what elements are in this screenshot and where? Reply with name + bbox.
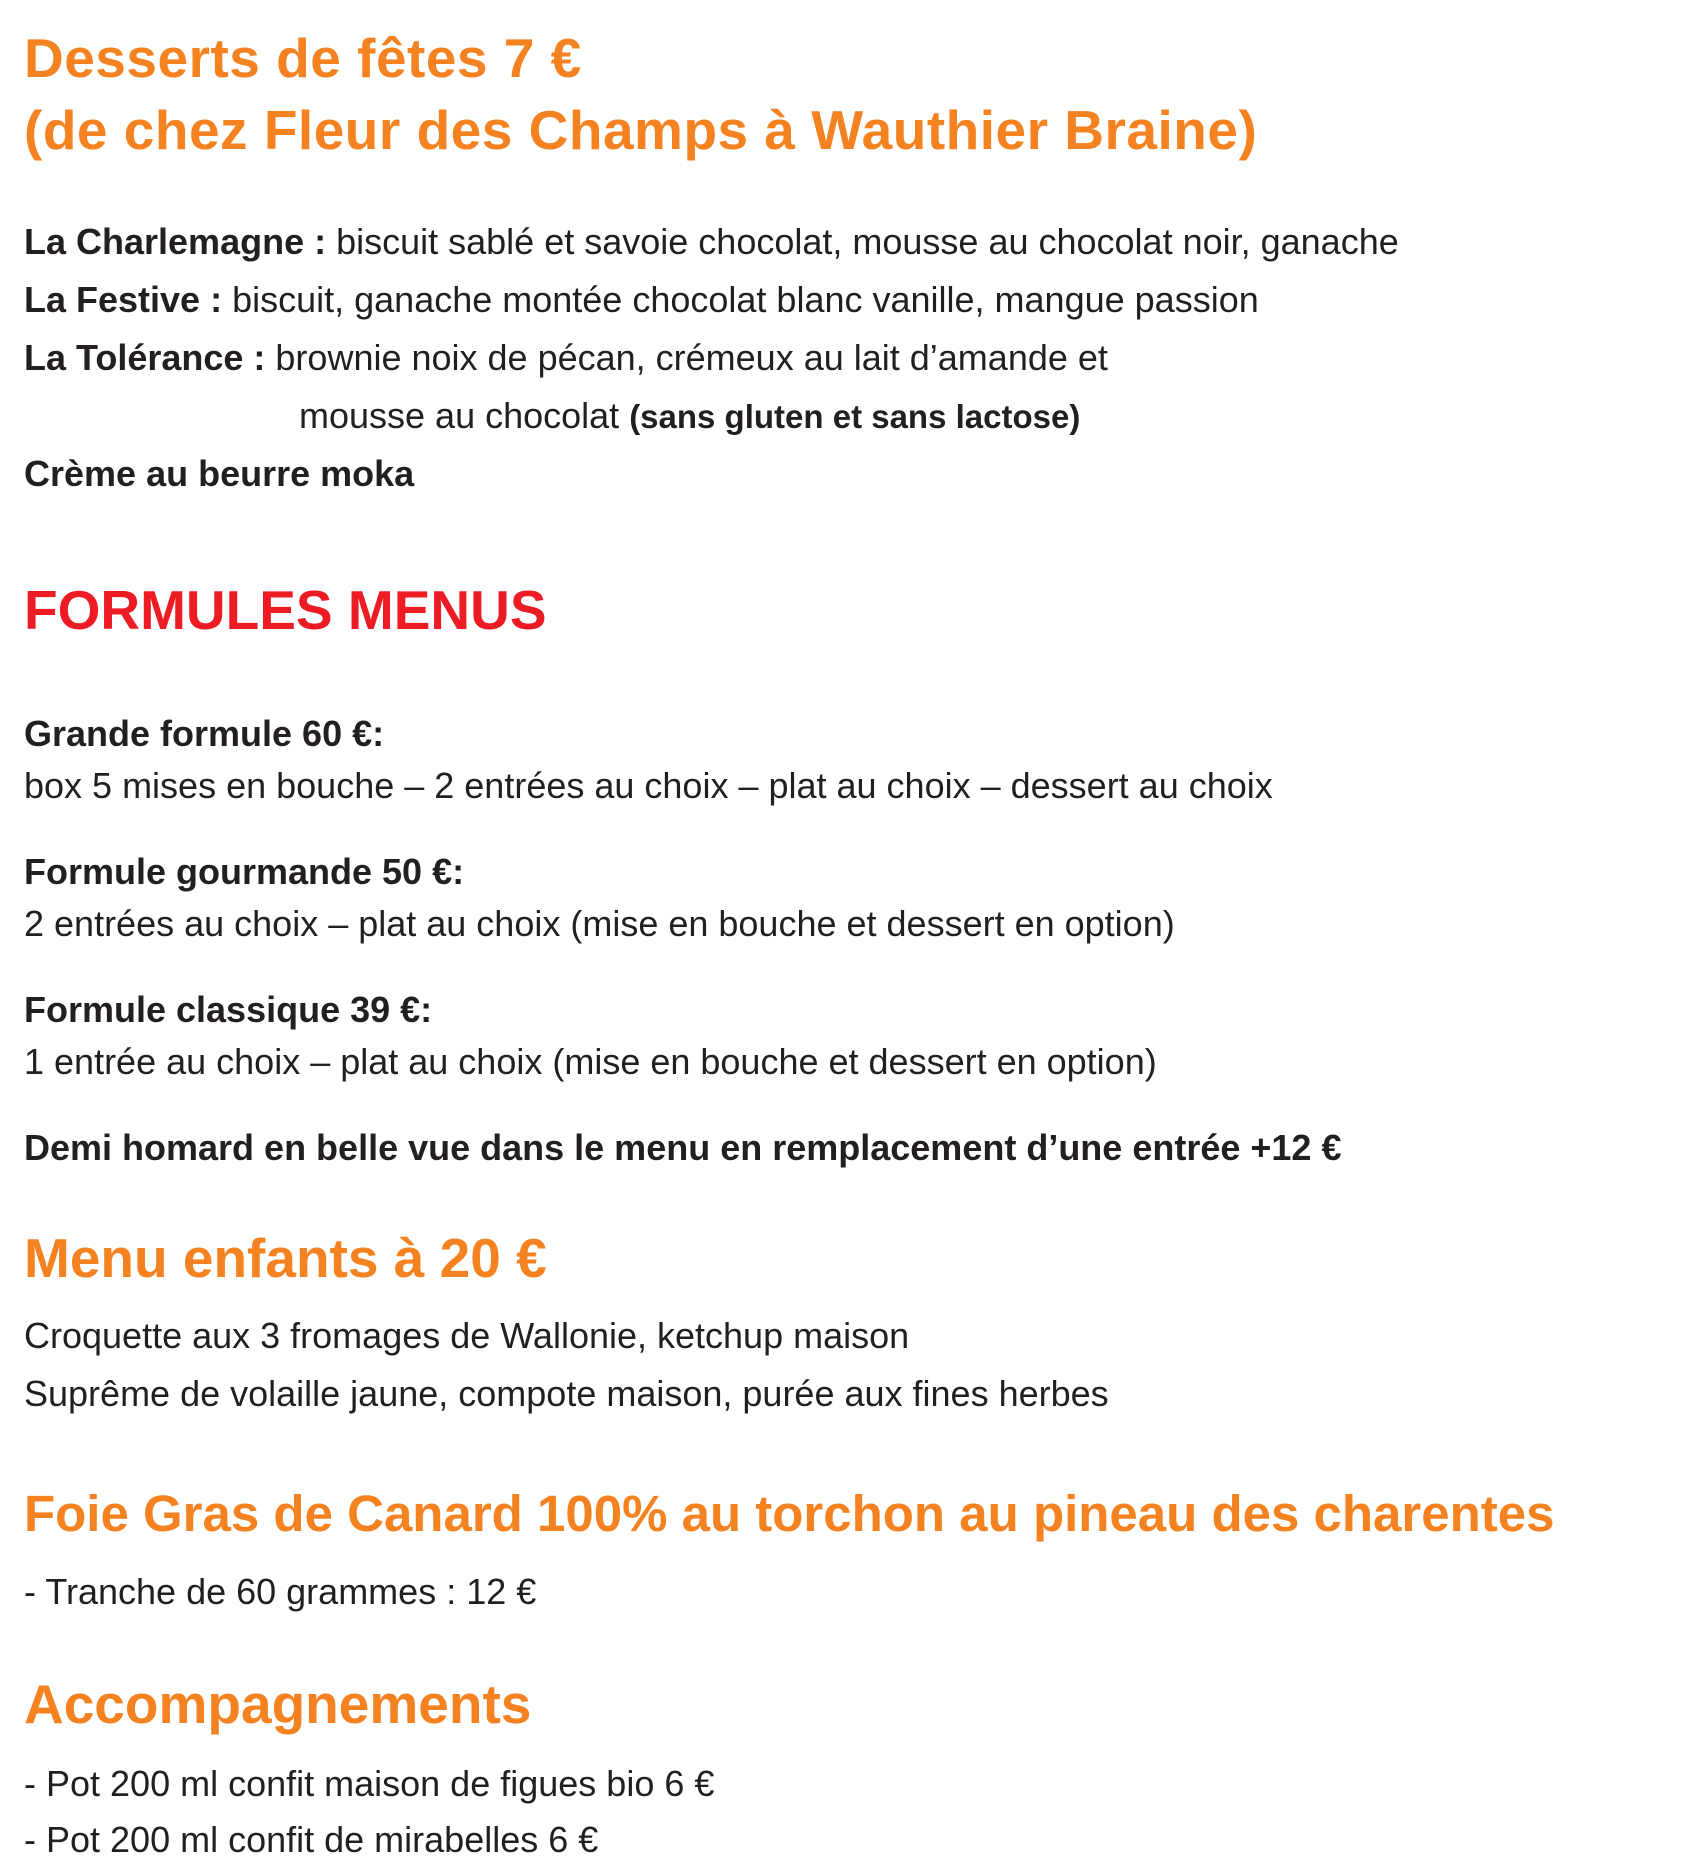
dessert-desc-cont: mousse au chocolat xyxy=(299,395,630,436)
desserts-title xyxy=(24,22,1257,166)
accompagnement-item: - Pot 200 ml confit de mirabelles 6 € xyxy=(24,1819,599,1860)
accompagnement-item: - Pot 200 ml confit maison de figues bio 6 € xyxy=(24,1763,715,1804)
enfants-list xyxy=(24,1312,1109,1428)
accompagnements-list xyxy=(24,1760,714,1872)
formule-grande xyxy=(24,710,1273,810)
desserts-title-line2: (de chez Fleur des Champs à Wauthier Braine) xyxy=(24,99,1258,161)
enfants-item: Croquette aux 3 fromages de Wallonie, ketchup maison xyxy=(24,1315,910,1356)
formule-name: Formule gourmande 50 €: xyxy=(24,851,465,892)
enfants-heading: Menu enfants à 20 € xyxy=(24,1227,547,1289)
dessert-name: La Tolérance : xyxy=(24,337,266,378)
dessert-desc: biscuit sablé et savoie chocolat, mousse au chocolat noir, ganache xyxy=(326,221,1399,262)
formule-desc: box 5 mises en bouche – 2 entrées au choix – plat au choix – dessert au choix xyxy=(24,765,1273,806)
dessert-desc: biscuit, ganache montée chocolat blanc vanille, mangue passion xyxy=(222,279,1259,320)
homard-supplement: Demi homard en belle vue dans le menu en remplacement d’une entrée +12 € xyxy=(24,1127,1342,1168)
accompagnements-heading: Accompagnements xyxy=(24,1673,532,1735)
dessert-note: (sans gluten et sans lactose) xyxy=(629,398,1081,435)
formule-gourmande xyxy=(24,848,1175,948)
enfants-item: Suprême de volaille jaune, compote maison, purée aux fines herbes xyxy=(24,1373,1109,1414)
formule-name: Formule classique 39 €: xyxy=(24,989,433,1030)
desserts-list xyxy=(24,218,1399,508)
formule-desc: 1 entrée au choix – plat au choix (mise en bouche et dessert en option) xyxy=(24,1041,1157,1082)
formule-desc: 2 entrées au choix – plat au choix (mise en bouche et dessert en option) xyxy=(24,903,1175,944)
dessert-name: La Festive : xyxy=(24,279,223,320)
formules-heading: FORMULES MENUS xyxy=(24,579,547,641)
dessert-item-festive xyxy=(24,276,1399,334)
dessert-item-tolerance xyxy=(24,334,1399,392)
formule-classique xyxy=(24,986,1157,1086)
dessert-desc: brownie noix de pécan, crémeux au lait d’amande et xyxy=(265,337,1108,378)
foie-gras-item: - Tranche de 60 grammes : 12 € xyxy=(24,1571,537,1612)
foie-gras-heading: Foie Gras de Canard 100% au torchon au pineau des charentes xyxy=(24,1485,1555,1542)
dessert-item-moka: Crème au beurre moka xyxy=(24,453,415,494)
dessert-item-tolerance-cont xyxy=(24,392,1399,450)
dessert-item-charlemagne xyxy=(24,218,1399,276)
formule-name: Grande formule 60 €: xyxy=(24,713,385,754)
desserts-title-line1: Desserts de fêtes 7 € xyxy=(24,27,582,89)
dessert-name: La Charlemagne : xyxy=(24,221,327,262)
